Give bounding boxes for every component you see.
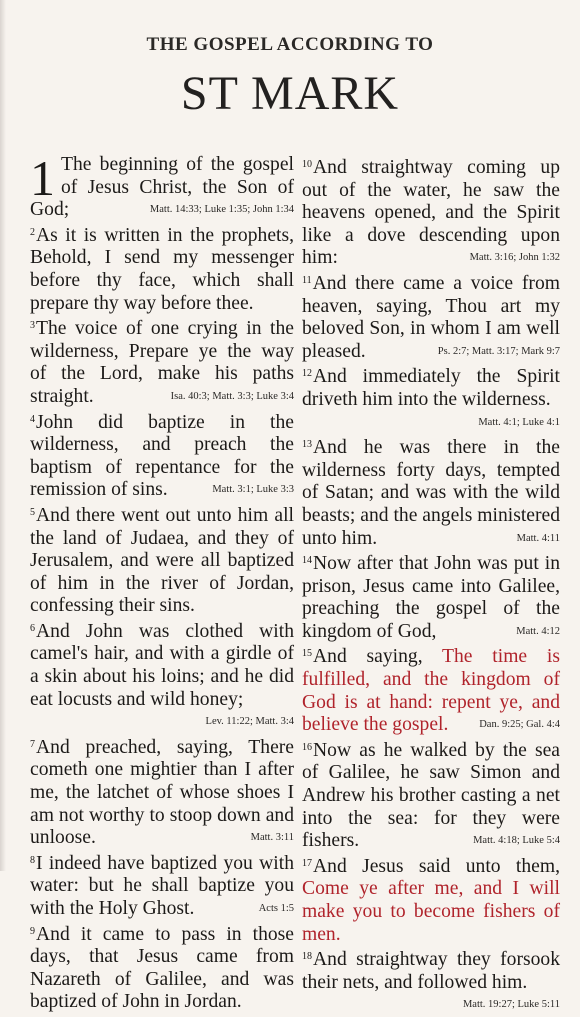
verse-number: 2 <box>30 226 35 238</box>
verse <box>30 315 294 408</box>
verse <box>30 502 294 618</box>
chapter-number: 1 <box>30 150 55 206</box>
page-header <box>0 34 580 121</box>
verse <box>30 409 294 502</box>
verse <box>302 434 560 550</box>
verse <box>302 363 560 428</box>
verse-text: And John was clothed with camel's hair, and with a girdle of a skin about his loins; and he did eat locusts and wild honey; <box>30 620 294 710</box>
words-of-christ-text: The time is fulfilled, and the kingdom of God is at hand: repent ye, and believe the gospel. <box>302 646 560 736</box>
verse-number: 12 <box>302 368 312 380</box>
verse-number: 13 <box>302 439 312 451</box>
verse-text: And preached, saying, There cometh one mightier than I after me, the latchet of whose shoes I am not worthy to stoop down and unloose. <box>30 736 294 849</box>
verse-text: And straightway coming up out of the water, he saw the heavens opened, and the Spirit like a dove descending upon him: <box>302 157 560 269</box>
verse-text: And there came a voice from heaven, saying, Thou art my beloved Son, in whom I am well pleased. <box>302 272 560 362</box>
cross-reference: Matt. 4:1; Luke 4:1 <box>478 416 560 428</box>
verse-text: And straightway they forsook their nets, and followed him. <box>302 949 560 993</box>
cross-reference: Matt. 3:11 <box>250 832 294 844</box>
cross-reference: Matt. 4:18; Luke 5:4 <box>473 835 560 847</box>
cross-reference: Matt. 3:16; John 1:32 <box>469 252 560 264</box>
page-edge-shadow <box>0 0 6 871</box>
right-column <box>302 154 560 1017</box>
verse <box>302 154 560 270</box>
verse <box>30 921 294 1014</box>
verse-number: 3 <box>30 320 35 332</box>
verse-text: And saying, <box>313 646 443 668</box>
verse-text: And it came to pass in those days, that Jesus came from Nazareth of Galilee, and was baptized of John in Jordan. <box>30 923 294 1013</box>
cross-reference: Ps. 2:7; Matt. 3:17; Mark 9:7 <box>437 345 560 357</box>
cross-reference: Dan. 9:25; Gal. 4:4 <box>479 719 560 731</box>
verse <box>302 853 560 946</box>
left-column <box>30 150 294 1014</box>
verse-text: Now as he walked by the sea of Galilee, he saw Simon and Andrew his brother casting a net into the sea: for they were fishers. <box>302 739 560 852</box>
verse-text: Now after that John was put in prison, Jesus came into Galilee, preaching the gospel of the kingdom of God, <box>302 553 560 642</box>
book-title: ST MARK <box>180 67 400 120</box>
verse-text: John did baptize in the wilderness, and preach the baptism of repentance for the remission of sins. <box>30 411 294 501</box>
cross-reference: Matt. 4:12 <box>516 625 560 637</box>
verse <box>302 737 560 853</box>
verse-number: 4 <box>30 413 35 425</box>
verse <box>30 734 294 850</box>
verse-text: And he was there in the wilderness forty days, tempted of Satan; and was with the wild beasts; and the angels ministered unto him. <box>302 437 560 549</box>
verse <box>30 850 294 921</box>
cross-reference: Matt. 14:33; Luke 1:35; John 1:34 <box>149 204 294 216</box>
verse <box>30 222 294 315</box>
verse-number: 5 <box>30 506 35 518</box>
verse-number: 7 <box>30 738 35 750</box>
verse-number: 11 <box>302 274 312 286</box>
cross-reference: Matt. 4:11 <box>516 532 560 544</box>
verse-number: 18 <box>302 951 312 963</box>
verse-text: And there went out unto him all the land of Judaea, and they of Jerusalem, and were all baptized of him in the river of Jordan, confessing their sins. <box>30 504 294 617</box>
verse-text: I indeed have baptized you with water: but he shall baptize you with the Holy Ghost. <box>30 852 294 919</box>
verse-number: 6 <box>30 622 35 634</box>
verse <box>302 643 560 736</box>
cross-reference: Matt. 3:1; Luke 3:3 <box>212 484 294 496</box>
verse-number: 8 <box>30 854 35 866</box>
verse <box>302 270 560 363</box>
verse-number: 16 <box>302 741 312 753</box>
verse-text: As it is written in the prophets, Behold, I send my messenger before thy face, which shall prepare thy way before thee. <box>30 224 294 314</box>
verse <box>30 618 294 728</box>
verse <box>30 150 294 222</box>
cross-reference: Matt. 19:27; Luke 5:11 <box>462 999 560 1011</box>
verse-number: 17 <box>302 857 312 869</box>
cross-reference: Acts 1:5 <box>258 903 294 914</box>
verse-number: 9 <box>30 925 35 937</box>
words-of-christ-text: Come ye after me, and I will make you to become fishers of men. <box>302 878 560 945</box>
verse-number: 10 <box>302 159 312 170</box>
verse <box>302 946 560 1011</box>
verse-text: And immediately the Spirit driveth him into the wilderness. <box>302 366 560 410</box>
verse <box>302 550 560 643</box>
verse-number: 14 <box>302 555 312 567</box>
cross-reference: Lev. 11:22; Matt. 3:4 <box>205 716 294 728</box>
verse-text: The voice of one crying in the wilderness, Prepare ye the way of the Lord, make his paths straight. <box>30 318 294 407</box>
verse-text: The beginning of the gospel of Jesus Christ, the Son of God; <box>30 154 294 221</box>
cross-reference: Isa. 40:3; Matt. 3:3; Luke 3:4 <box>170 390 294 402</box>
verse-number: 15 <box>302 648 312 660</box>
verse-text: And Jesus said unto them, <box>313 855 560 877</box>
book-subtitle: THE GOSPEL ACCORDING TO <box>146 34 434 55</box>
